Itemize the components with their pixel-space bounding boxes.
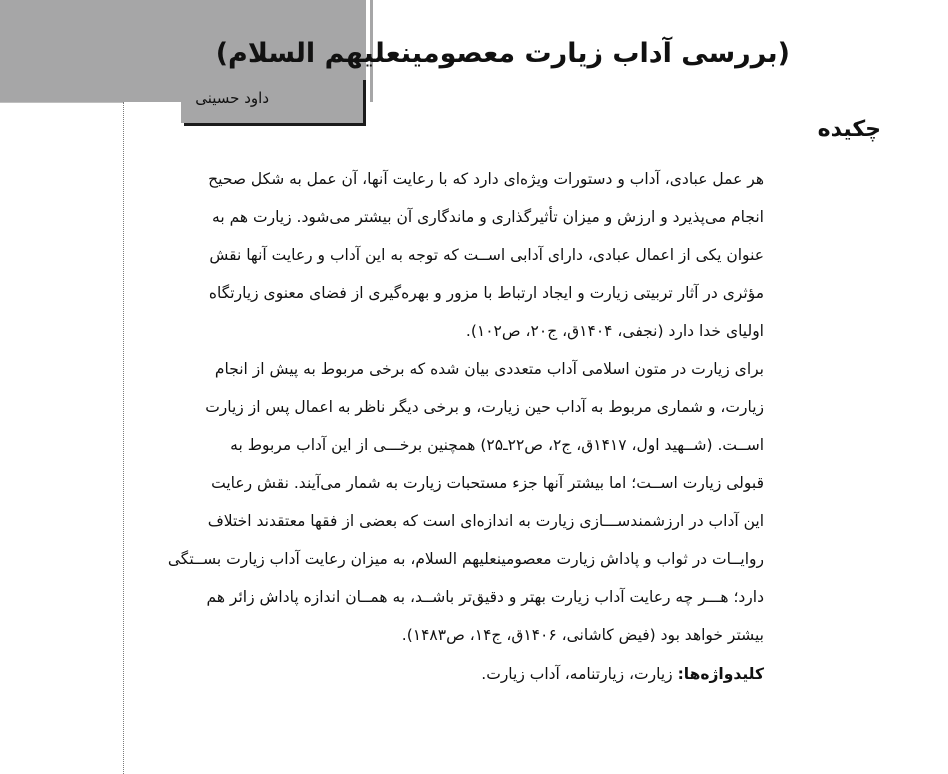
- abstract-line: قبولی زیارت اســت؛ اما بیشتر آنها جزء مستحبات زیارت به شمار می‌آیند. نقش رعایت: [211, 474, 764, 492]
- abstract-line: اولیای خدا دارد (نجفی، ۱۴۰۴ق، ج۲۰، ص۱۰۲).: [465, 322, 764, 340]
- abstract-line: هر عمل عبادی، آداب و دستورات ویژه‌ای دارد که با رعایت آنها، آن عمل به شکل صحیح: [208, 170, 764, 188]
- abstract-line: انجام می‌پذیرد و ارزش و میزان تأثیرگذاری و ماندگاری آن بیشتر می‌شود. زیارت هم به: [212, 208, 764, 226]
- abstract-line: زیارت، و شماری مربوط به آداب حین زیارت، و برخی دیگر ناظر به اعمال پس از زیارت: [205, 398, 764, 416]
- abstract-line: بیشتر خواهد بود (فیض کاشانی، ۱۴۰۶ق، ج۱۴، ص۱۴۸۳).: [401, 626, 764, 644]
- abstract-line: برای زیارت در متون اسلامی آداب متعددی بیان شده که برخی مربوط به پیش از انجام: [214, 360, 764, 378]
- keywords-line: [178, 662, 764, 686]
- abstract-line: عنوان یکی از اعمال عبادی، دارای آدابی اســت که توجه به این آداب و رعایت آنها نقش: [209, 246, 764, 264]
- article-title: (بررسی آداب زیارت معصومینعليهم السلام): [215, 38, 790, 69]
- margin-top-line: [0, 102, 123, 103]
- keywords-text: زیارت، زیارتنامه، آداب زیارت.: [481, 665, 678, 683]
- author-box: [181, 77, 363, 123]
- abstract-line: اســت. (شــهید اول، ۱۴۱۷ق، ج۲، ص۲۲ـ۲۵) همچنین برخـــی از این آداب مربوط به: [230, 436, 764, 454]
- abstract-line: این آداب در ارزشمندســـازی زیارت به اندازه‌ای است که بعضی از فقها معتقدند اختلاف: [207, 512, 764, 530]
- keywords-label: کلیدواژه‌ها:: [677, 665, 764, 683]
- abstract-heading: چکیده: [817, 117, 881, 142]
- abstract-line: مؤثری در آثار تربیتی زیارت و ایجاد ارتباط با مزور و بهره‌گیری از فضای معنوی زیارتگاه: [208, 284, 764, 302]
- abstract-line: دارد؛ هـــر چه رعایت آداب زیارت بهتر و دقیق‌تر باشــد، به همــان اندازه پاداش زائر هم: [206, 588, 764, 606]
- abstract-line: روایــات در ثواب و پاداش زیارت معصومینعليهم السلام، به میزان رعایت آداب زیارت بســتگی: [167, 550, 764, 568]
- margin-dotted-line: [123, 102, 124, 774]
- author-name: داود حسینی: [195, 89, 269, 107]
